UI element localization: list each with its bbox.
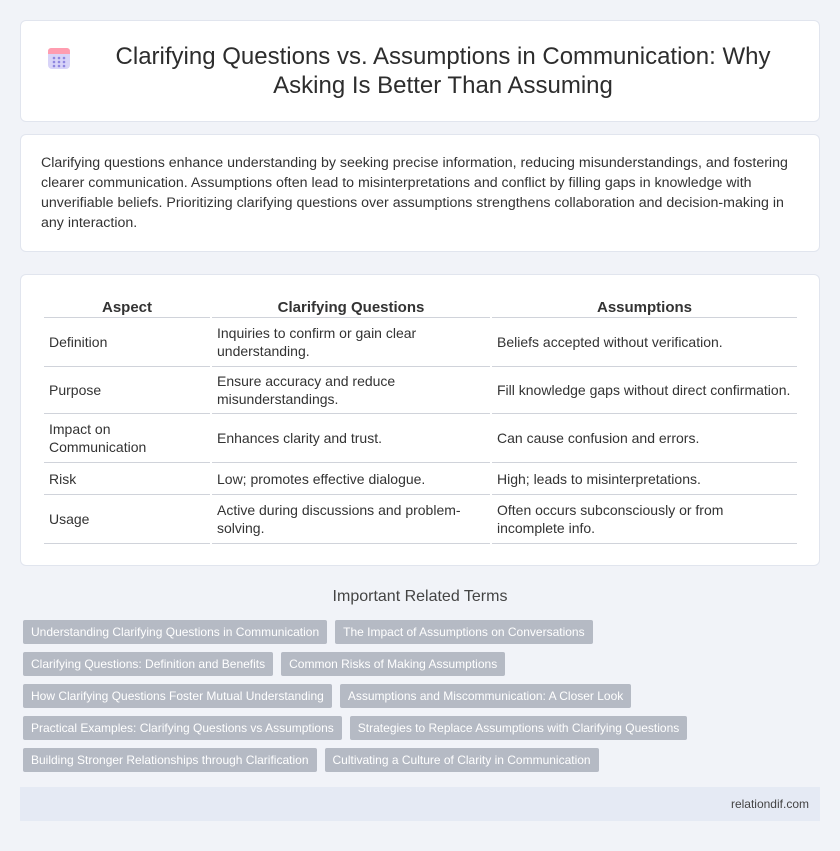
table-cell: Can cause confusion and errors.: [492, 414, 797, 463]
related-term-tag[interactable]: Understanding Clarifying Questions in Communication: [23, 620, 327, 644]
table-cell: Fill knowledge gaps without direct confirmation.: [492, 367, 797, 414]
related-term-tag[interactable]: Clarifying Questions: Definition and Benefits: [23, 652, 273, 676]
table-row: [44, 495, 797, 544]
calendar-icon: [47, 46, 71, 70]
table-cell: Beliefs accepted without verification.: [492, 318, 797, 367]
comparison-table: [42, 295, 799, 544]
table-row: [44, 414, 797, 463]
column-header-assumptions: Assumptions: [492, 295, 797, 318]
intro-text: Clarifying questions enhance understanding by seeking precise information, reducing misunderstandings, and fostering clearer communication. Assumptions often lead to misinterpretations and conflict by filling gaps in knowledge with unverifiable beliefs. Prioritizing clarifying questions over assumptions strengthens collaboration and decision-making in any interaction.: [41, 155, 788, 231]
related-terms-list: [23, 620, 813, 772]
table-cell: Active during discussions and problem-solving.: [212, 495, 490, 544]
related-term-tag[interactable]: The Impact of Assumptions on Conversations: [335, 620, 592, 644]
related-term-tag[interactable]: Assumptions and Miscommunication: A Closer Look: [340, 684, 631, 708]
related-term-tag[interactable]: Strategies to Replace Assumptions with Clarifying Questions: [350, 716, 688, 740]
related-term-tag[interactable]: How Clarifying Questions Foster Mutual Understanding: [23, 684, 332, 708]
related-term-tag[interactable]: Building Stronger Relationships through Clarification: [23, 748, 317, 772]
footer: [20, 787, 820, 821]
related-term-tag[interactable]: Common Risks of Making Assumptions: [281, 652, 505, 676]
table-cell: Definition: [44, 318, 210, 367]
page-title: Clarifying Questions vs. Assumptions in Communication: Why Asking Is Better Than Assuming: [115, 43, 771, 99]
table-cell: Risk: [44, 463, 210, 495]
table-cell: High; leads to misinterpretations.: [492, 463, 797, 495]
table-row: [44, 463, 797, 495]
table-cell: Ensure accuracy and reduce misunderstandings.: [212, 367, 490, 414]
table-row: [44, 367, 797, 414]
table-cell: Often occurs subconsciously or from incomplete info.: [492, 495, 797, 544]
related-terms-heading: Important Related Terms: [332, 588, 508, 605]
table-cell: Low; promotes effective dialogue.: [212, 463, 490, 495]
table-cell: Impact on Communication: [44, 414, 210, 463]
table-cell: Inquiries to confirm or gain clear understanding.: [212, 318, 490, 367]
comparison-card: [20, 274, 820, 566]
header-card: [20, 20, 820, 122]
intro-card: [20, 134, 820, 252]
table-row: [44, 318, 797, 367]
table-cell: Usage: [44, 495, 210, 544]
column-header-clarifying-questions: Clarifying Questions: [212, 295, 490, 318]
table-header-row: [44, 295, 797, 318]
column-header-aspect: Aspect: [44, 295, 210, 318]
table-cell: Enhances clarity and trust.: [212, 414, 490, 463]
related-term-tag[interactable]: Practical Examples: Clarifying Questions vs Assumptions: [23, 716, 342, 740]
related-term-tag[interactable]: Cultivating a Culture of Clarity in Communication: [325, 748, 599, 772]
table-cell: Purpose: [44, 367, 210, 414]
footer-site-link[interactable]: relationdif.com: [730, 797, 809, 811]
